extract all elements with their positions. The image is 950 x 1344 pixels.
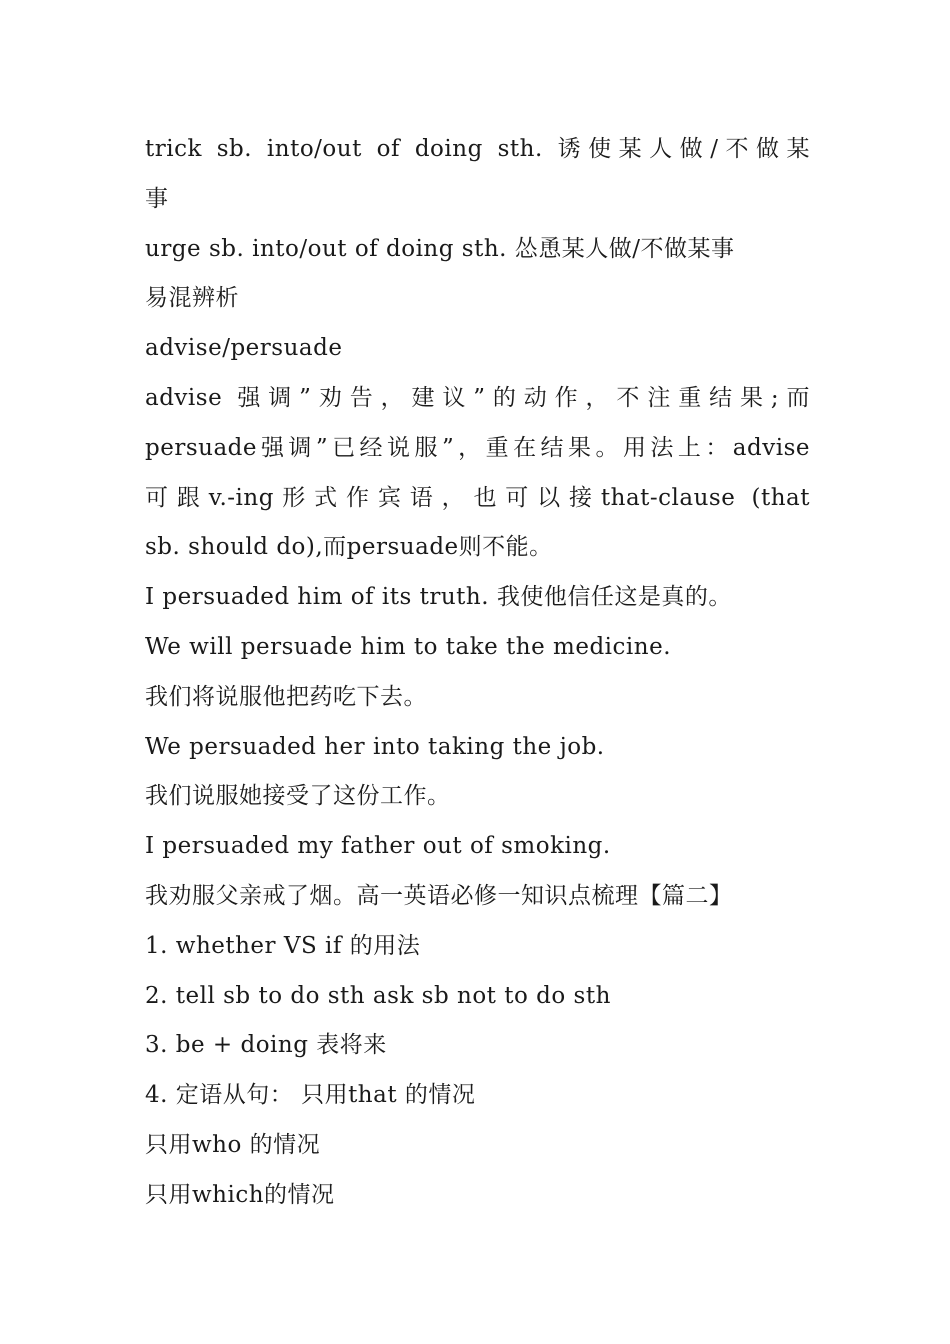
list-item: 1. whether VS if 的用法 (145, 932, 421, 959)
text-line: sb. should do),而persuade则不能。 (145, 534, 553, 561)
text-line: advise/persuade (145, 335, 343, 362)
example-translation: 我们将说服他把药吃下去。 (145, 683, 427, 710)
text-line: persuade强调”已经说服”，重在结果。用法上：advise (145, 434, 810, 461)
text-line: urge sb. into/out of doing sth. 怂恿某人做/不做某事 (145, 235, 735, 262)
example-sentence: We persuaded her into taking the job. (145, 733, 605, 760)
list-item: 3. be + doing 表将来 (145, 1032, 387, 1059)
document-body (145, 125, 810, 1221)
list-item: 4. 定语从句： 只用that 的情况 (145, 1082, 476, 1109)
text-line: advise 强调”劝告，建议”的动作，不注重结果;而 (145, 384, 810, 411)
section-heading: 易混辨析 (145, 285, 239, 312)
example-translation: 我劝服父亲戒了烟。高一英语必修一知识点梳理【篇二】 (145, 882, 733, 909)
example-translation: 我们说服她接受了这份工作。 (145, 783, 451, 810)
example-sentence: We will persuade him to take the medicine. (145, 633, 672, 660)
text-line: 可跟v.-ing形式作宾语，也可以接that-clause (that (145, 484, 810, 511)
text-line: 只用which的情况 (145, 1181, 335, 1208)
list-item: 2. tell sb to do sth ask sb not to do sth (145, 982, 611, 1009)
text-line: 事 (145, 185, 169, 212)
text-line: 只用who 的情况 (145, 1131, 321, 1158)
example-sentence: I persuaded my father out of smoking. (145, 833, 611, 860)
example-sentence: I persuaded him of its truth. 我使他信任这是真的。 (145, 584, 732, 611)
text-line: trick sb. into/out of doing sth. 诱使某人做/不做某 (145, 136, 810, 162)
